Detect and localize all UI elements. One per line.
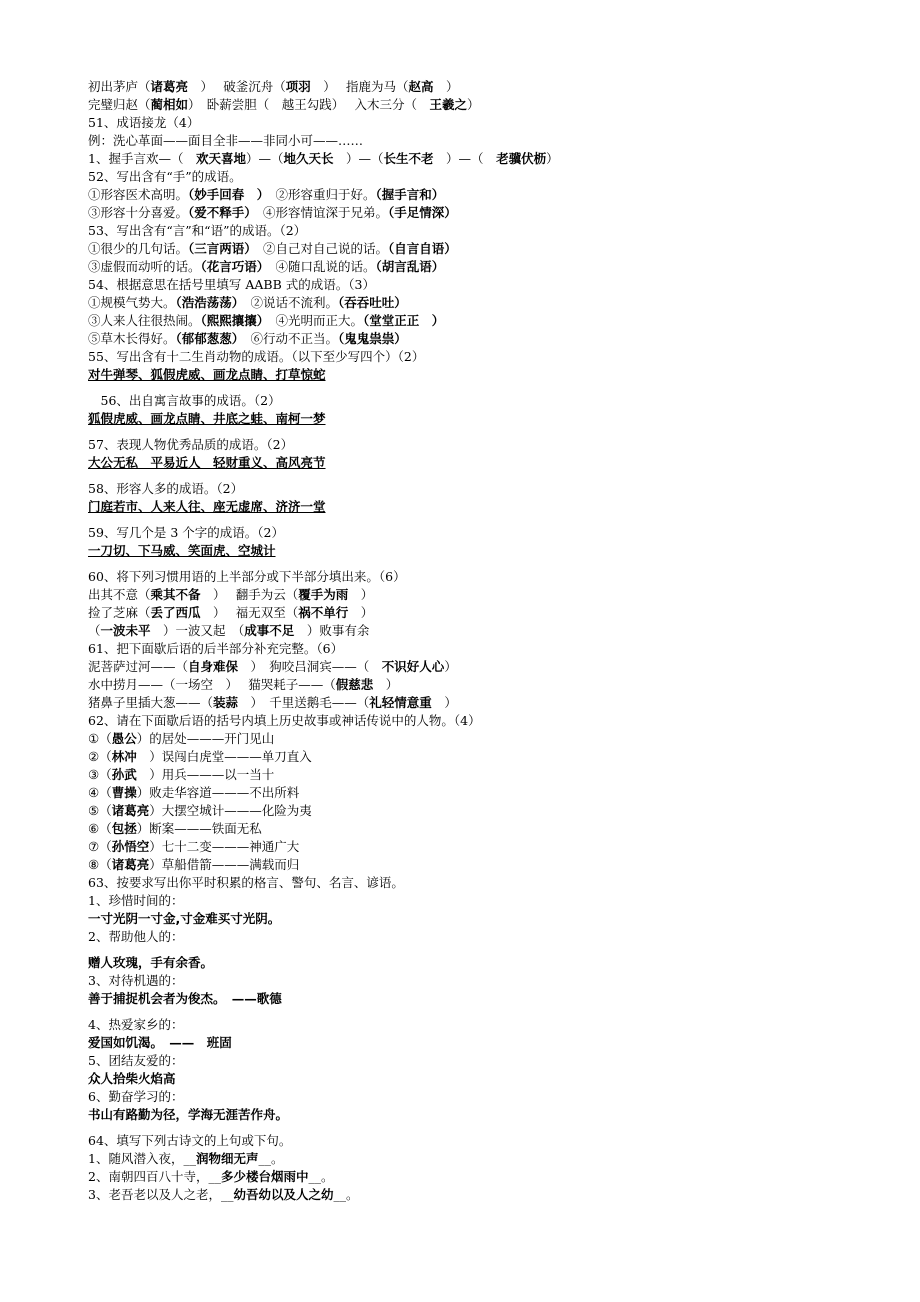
text-line: [88, 204, 888, 222]
text-line: [88, 1132, 888, 1150]
spacer: [88, 1008, 888, 1016]
prompt-text: 60、将下列习惯用语的上半部分或下半部分填出来。（6）: [88, 569, 406, 584]
answer-text: （妙手回春 ）: [188, 187, 264, 202]
answer-text: （握手言和）: [375, 187, 445, 202]
prompt-text: ⑦（: [88, 839, 112, 854]
answer-text: （自言自语）: [388, 241, 457, 256]
text-line: [88, 694, 888, 712]
prompt-text: 1、珍惜时间的：: [88, 893, 184, 908]
prompt-text: ②自己对自己说的话。: [250, 241, 389, 256]
prompt-text: ） 福无双至（: [200, 605, 299, 620]
prompt-text: ①（: [88, 731, 112, 746]
prompt-text: ）: [467, 97, 480, 112]
prompt-text: 56、出自寓言故事的成语。（2）: [88, 393, 281, 408]
prompt-text: ⑧（: [88, 857, 112, 872]
answer-text: 假慈悲: [335, 677, 374, 692]
prompt-text: 4、热爱家乡的：: [88, 1017, 184, 1032]
prompt-text: ）—（: [333, 151, 384, 166]
prompt-text: ①形容医术高明。: [88, 187, 189, 202]
answer-text: 诸葛亮: [111, 857, 150, 872]
prompt-text: ③虚假而动听的话。: [88, 259, 201, 274]
spacer: [88, 946, 888, 954]
spacer: [88, 384, 888, 392]
text-line: [88, 78, 888, 96]
prompt-text: ）—（: [433, 151, 497, 166]
prompt-text: ④光明而正大。: [263, 313, 364, 328]
answer-text: 自身难保: [188, 659, 239, 674]
text-line: [88, 294, 888, 312]
text-line: [88, 748, 888, 766]
prompt-text: 54、根据意思在括号里填写 AABB 式的成语。（3）: [88, 277, 375, 292]
prompt-text: ） 狗咬吕洞宾——（: [238, 659, 382, 674]
text-line: [88, 954, 888, 972]
prompt-text: ）: [373, 677, 399, 692]
text-line: [88, 96, 888, 114]
answer-text: 爱国如饥渴。 —— 班固: [88, 1035, 232, 1050]
prompt-text: __。: [258, 1151, 284, 1166]
prompt-text: __。: [333, 1187, 359, 1202]
text-line: [88, 972, 888, 990]
answer-text: 一波未平: [100, 623, 151, 638]
text-line: [88, 240, 888, 258]
prompt-text: 泥菩萨过河——（: [88, 659, 189, 674]
spacer: [88, 472, 888, 480]
answer-text: 蔺相如: [150, 97, 189, 112]
prompt-text: ）—（: [245, 151, 284, 166]
text-line: [88, 524, 888, 542]
prompt-text: ）: [348, 587, 374, 602]
prompt-text: ②形容重归于好。: [263, 187, 376, 202]
answer-text: 项羽: [285, 79, 311, 94]
answer-text: 多少楼台烟雨中: [220, 1169, 309, 1184]
prompt-text: 57、表现人物优秀品质的成语。（2）: [88, 437, 294, 452]
text-line: [88, 150, 888, 168]
prompt-text: ）大摆空城计———化险为夷: [149, 803, 312, 818]
text-line: [88, 1088, 888, 1106]
spacer: [88, 1124, 888, 1132]
prompt-text: 58、形容人多的成语。（2）: [88, 481, 244, 496]
text-line: [88, 330, 888, 348]
prompt-text: ④（: [88, 785, 112, 800]
answer-text: 孙武: [111, 767, 137, 782]
answer-text: 地久天长: [283, 151, 334, 166]
answer-text: 狐假虎威、画龙点睛、井底之蛙、南柯一梦: [88, 411, 326, 426]
prompt-text: 3、老吾老以及人之老，__: [88, 1187, 234, 1202]
answer-text: （鬼鬼祟祟）: [338, 331, 407, 346]
text-line: [88, 1150, 888, 1168]
prompt-text: ⑤草木长得好。: [88, 331, 176, 346]
answer-text: 门庭若市、人来人往、座无虚席、济济一堂: [88, 499, 326, 514]
prompt-text: ） 指鹿为马（: [310, 79, 409, 94]
answer-text: （胡言乱语）: [375, 259, 445, 274]
text-line: [88, 1106, 888, 1124]
prompt-text: 51、成语接龙（4）: [88, 115, 200, 130]
text-line: [88, 856, 888, 874]
prompt-text: ）: [444, 659, 457, 674]
prompt-text: 63、按要求写出你平时积累的格言、警句、名言、谚语。: [88, 875, 404, 890]
answer-text: 礼轻情意重: [369, 695, 432, 710]
answer-text: 欢天喜地: [195, 151, 246, 166]
text-line: [88, 132, 888, 150]
prompt-text: 2、帮助他人的：: [88, 929, 184, 944]
text-line: [88, 874, 888, 892]
prompt-text: ⑥（: [88, 821, 112, 836]
text-line: [88, 542, 888, 560]
prompt-text: 5、团结友爱的：: [88, 1053, 184, 1068]
answer-text: （手足情深）: [388, 205, 457, 220]
prompt-text: ）败事有余: [294, 623, 370, 638]
prompt-text: ⑥行动不正当。: [238, 331, 339, 346]
spacer: [88, 516, 888, 524]
answer-text: 长生不老: [383, 151, 434, 166]
prompt-text: 出其不意（: [88, 587, 151, 602]
answer-text: 成事不足: [244, 623, 295, 638]
answer-text: 诸葛亮: [150, 79, 189, 94]
prompt-text: ⑤（: [88, 803, 112, 818]
answer-text: 大公无私 平易近人 轻财重义、高风亮节: [88, 455, 326, 470]
answer-text: 一寸光阴一寸金,寸金难买寸光阴。: [88, 911, 281, 926]
answer-text: 孙悟空: [111, 839, 150, 854]
prompt-text: ） 卧薪尝胆（ 越王勾践） 入木三分（: [188, 97, 430, 112]
prompt-text: 55、写出含有十二生肖动物的成语。（以下至少写四个）（2）: [88, 349, 425, 364]
answer-text: 愚公: [111, 731, 137, 746]
prompt-text: ①规模气势大。: [88, 295, 176, 310]
text-line: [88, 276, 888, 294]
answer-text: （浩浩荡荡）: [175, 295, 239, 310]
prompt-text: ） 破釜沉舟（: [188, 79, 286, 94]
text-line: [88, 348, 888, 366]
answer-text: 书山有路勤为径，学海无涯苦作舟。: [88, 1107, 289, 1122]
text-line: [88, 498, 888, 516]
prompt-text: __。: [308, 1169, 334, 1184]
prompt-text: ）: [433, 79, 459, 94]
prompt-text: ）草船借箭———满载而归: [149, 857, 300, 872]
prompt-text: 完璧归赵（: [88, 97, 151, 112]
prompt-text: ）: [431, 695, 457, 710]
prompt-text: ②（: [88, 749, 112, 764]
answer-text: 丢了西瓜: [150, 605, 201, 620]
prompt-text: ） 翻手为云（: [200, 587, 299, 602]
text-line: [88, 586, 888, 604]
text-line: [88, 802, 888, 820]
prompt-text: 59、写几个是 3 个字的成语。（2）: [88, 525, 285, 540]
prompt-text: ）败走华容道———不出所料: [136, 785, 300, 800]
prompt-text: 水中捞月——（一场空 ） 猫哭耗子——（: [88, 677, 336, 692]
prompt-text: ）用兵———以一当十: [136, 767, 275, 782]
text-line: [88, 990, 888, 1008]
answer-text: （爱不释手）: [188, 205, 251, 220]
text-line: [88, 622, 888, 640]
text-line: [88, 480, 888, 498]
text-line: [88, 910, 888, 928]
prompt-text: ③人来人往很热闹。: [88, 313, 201, 328]
text-line: [88, 676, 888, 694]
answer-text: （熙熙攘攘）: [200, 313, 264, 328]
answer-text: 赠人玫瑰，手有余香。: [88, 955, 214, 970]
answer-text: 赵高: [408, 79, 434, 94]
prompt-text: ③形容十分喜爱。: [88, 205, 189, 220]
prompt-text: ④随口乱说的话。: [263, 259, 376, 274]
prompt-text: ）: [348, 605, 374, 620]
text-line: [88, 712, 888, 730]
answer-text: 幼吾幼以及人之幼: [233, 1187, 334, 1202]
answer-text: 王羲之: [429, 97, 468, 112]
text-line: [88, 186, 888, 204]
answer-text: 装蒜: [213, 695, 239, 710]
prompt-text: 62、请在下面歇后语的括号内填上历史故事或神话传说中的人物。（4）: [88, 713, 481, 728]
prompt-text: 61、把下面歇后语的后半部分补充完整。（6）: [88, 641, 344, 656]
answer-text: （堂堂正正 ）: [363, 313, 445, 328]
text-line: [88, 838, 888, 856]
prompt-text: ）的居处———开门见山: [136, 731, 275, 746]
prompt-text: 53、写出含有“言”和“语”的成语。（2）: [88, 223, 307, 238]
answer-text: 乘其不备: [150, 587, 201, 602]
answer-text: 曹操: [111, 785, 137, 800]
answer-text: 众人拾柴火焰高: [88, 1071, 176, 1086]
prompt-text: ）误闯白虎堂———单刀直入: [136, 749, 312, 764]
prompt-text: 3、对待机遇的：: [88, 973, 184, 988]
answer-text: 诸葛亮: [111, 803, 150, 818]
text-line: [88, 392, 888, 410]
answer-text: 一刀切、下马威、笑面虎、空城计: [88, 543, 276, 558]
answer-text: 不识好人心: [381, 659, 445, 674]
prompt-text: 初出茅庐（: [88, 79, 151, 94]
prompt-text: 64、填写下列古诗文的上句或下句。: [88, 1133, 292, 1148]
answer-text: 善于捕捉机会者为俊杰。 ——歌德: [88, 991, 282, 1006]
text-line: [88, 114, 888, 132]
prompt-text: ①很少的几句话。: [88, 241, 189, 256]
text-line: [88, 258, 888, 276]
prompt-text: 52、写出含有“手”的成语。: [88, 169, 242, 184]
text-line: [88, 766, 888, 784]
text-line: [88, 820, 888, 838]
spacer: [88, 428, 888, 436]
prompt-text: ）七十二变———神通广大: [149, 839, 300, 854]
prompt-text: ③（: [88, 767, 112, 782]
prompt-text: 2、南朝四百八十寺，__: [88, 1169, 221, 1184]
prompt-text: ）: [546, 151, 559, 166]
prompt-text: 捡了芝麻（: [88, 605, 151, 620]
prompt-text: ②说话不流利。: [238, 295, 339, 310]
text-line: [88, 1186, 888, 1204]
text-line: [88, 784, 888, 802]
answer-text: （郁郁葱葱）: [175, 331, 239, 346]
answer-text: 祸不单行: [298, 605, 349, 620]
text-line: [88, 892, 888, 910]
prompt-text: ）断案———铁面无私: [136, 821, 262, 836]
text-line: [88, 222, 888, 240]
text-line: [88, 658, 888, 676]
answer-text: 老骥伏枥: [496, 151, 547, 166]
text-line: [88, 1034, 888, 1052]
text-line: [88, 1016, 888, 1034]
prompt-text: ）一波又起 （: [150, 623, 245, 638]
text-line: [88, 436, 888, 454]
prompt-text: 1、随风潜入夜，__: [88, 1151, 196, 1166]
answer-text: （三言两语）: [188, 241, 251, 256]
text-line: [88, 730, 888, 748]
text-line: [88, 410, 888, 428]
text-line: [88, 568, 888, 586]
text-line: [88, 366, 888, 384]
text-line: [88, 928, 888, 946]
prompt-text: 例：洗心革面——面目全非——非同小可——……: [88, 133, 364, 148]
prompt-text: ） 千里送鹅毛——（: [238, 695, 370, 710]
text-line: [88, 1052, 888, 1070]
text-line: [88, 604, 888, 622]
text-line: [88, 1070, 888, 1088]
prompt-text: （: [88, 623, 101, 638]
prompt-text: 1、握手言欢—（: [88, 151, 196, 166]
text-line: [88, 640, 888, 658]
text-line: [88, 454, 888, 472]
text-line: [88, 312, 888, 330]
answer-text: 对牛弹琴、狐假虎威、画龙点睛、打草惊蛇: [88, 367, 326, 382]
prompt-text: 6、勤奋学习的：: [88, 1089, 184, 1104]
document-page: [88, 78, 888, 1204]
answer-text: （吞吞吐吐）: [338, 295, 407, 310]
answer-text: 覆手为雨: [298, 587, 349, 602]
spacer: [88, 560, 888, 568]
text-line: [88, 1168, 888, 1186]
answer-text: 包拯: [111, 821, 137, 836]
answer-text: 林冲: [111, 749, 137, 764]
text-line: [88, 168, 888, 186]
prompt-text: ④形容情谊深于兄弟。: [250, 205, 389, 220]
answer-text: 润物细无声: [195, 1151, 259, 1166]
prompt-text: 猪鼻子里插大葱——（: [88, 695, 214, 710]
answer-text: （花言巧语）: [200, 259, 264, 274]
